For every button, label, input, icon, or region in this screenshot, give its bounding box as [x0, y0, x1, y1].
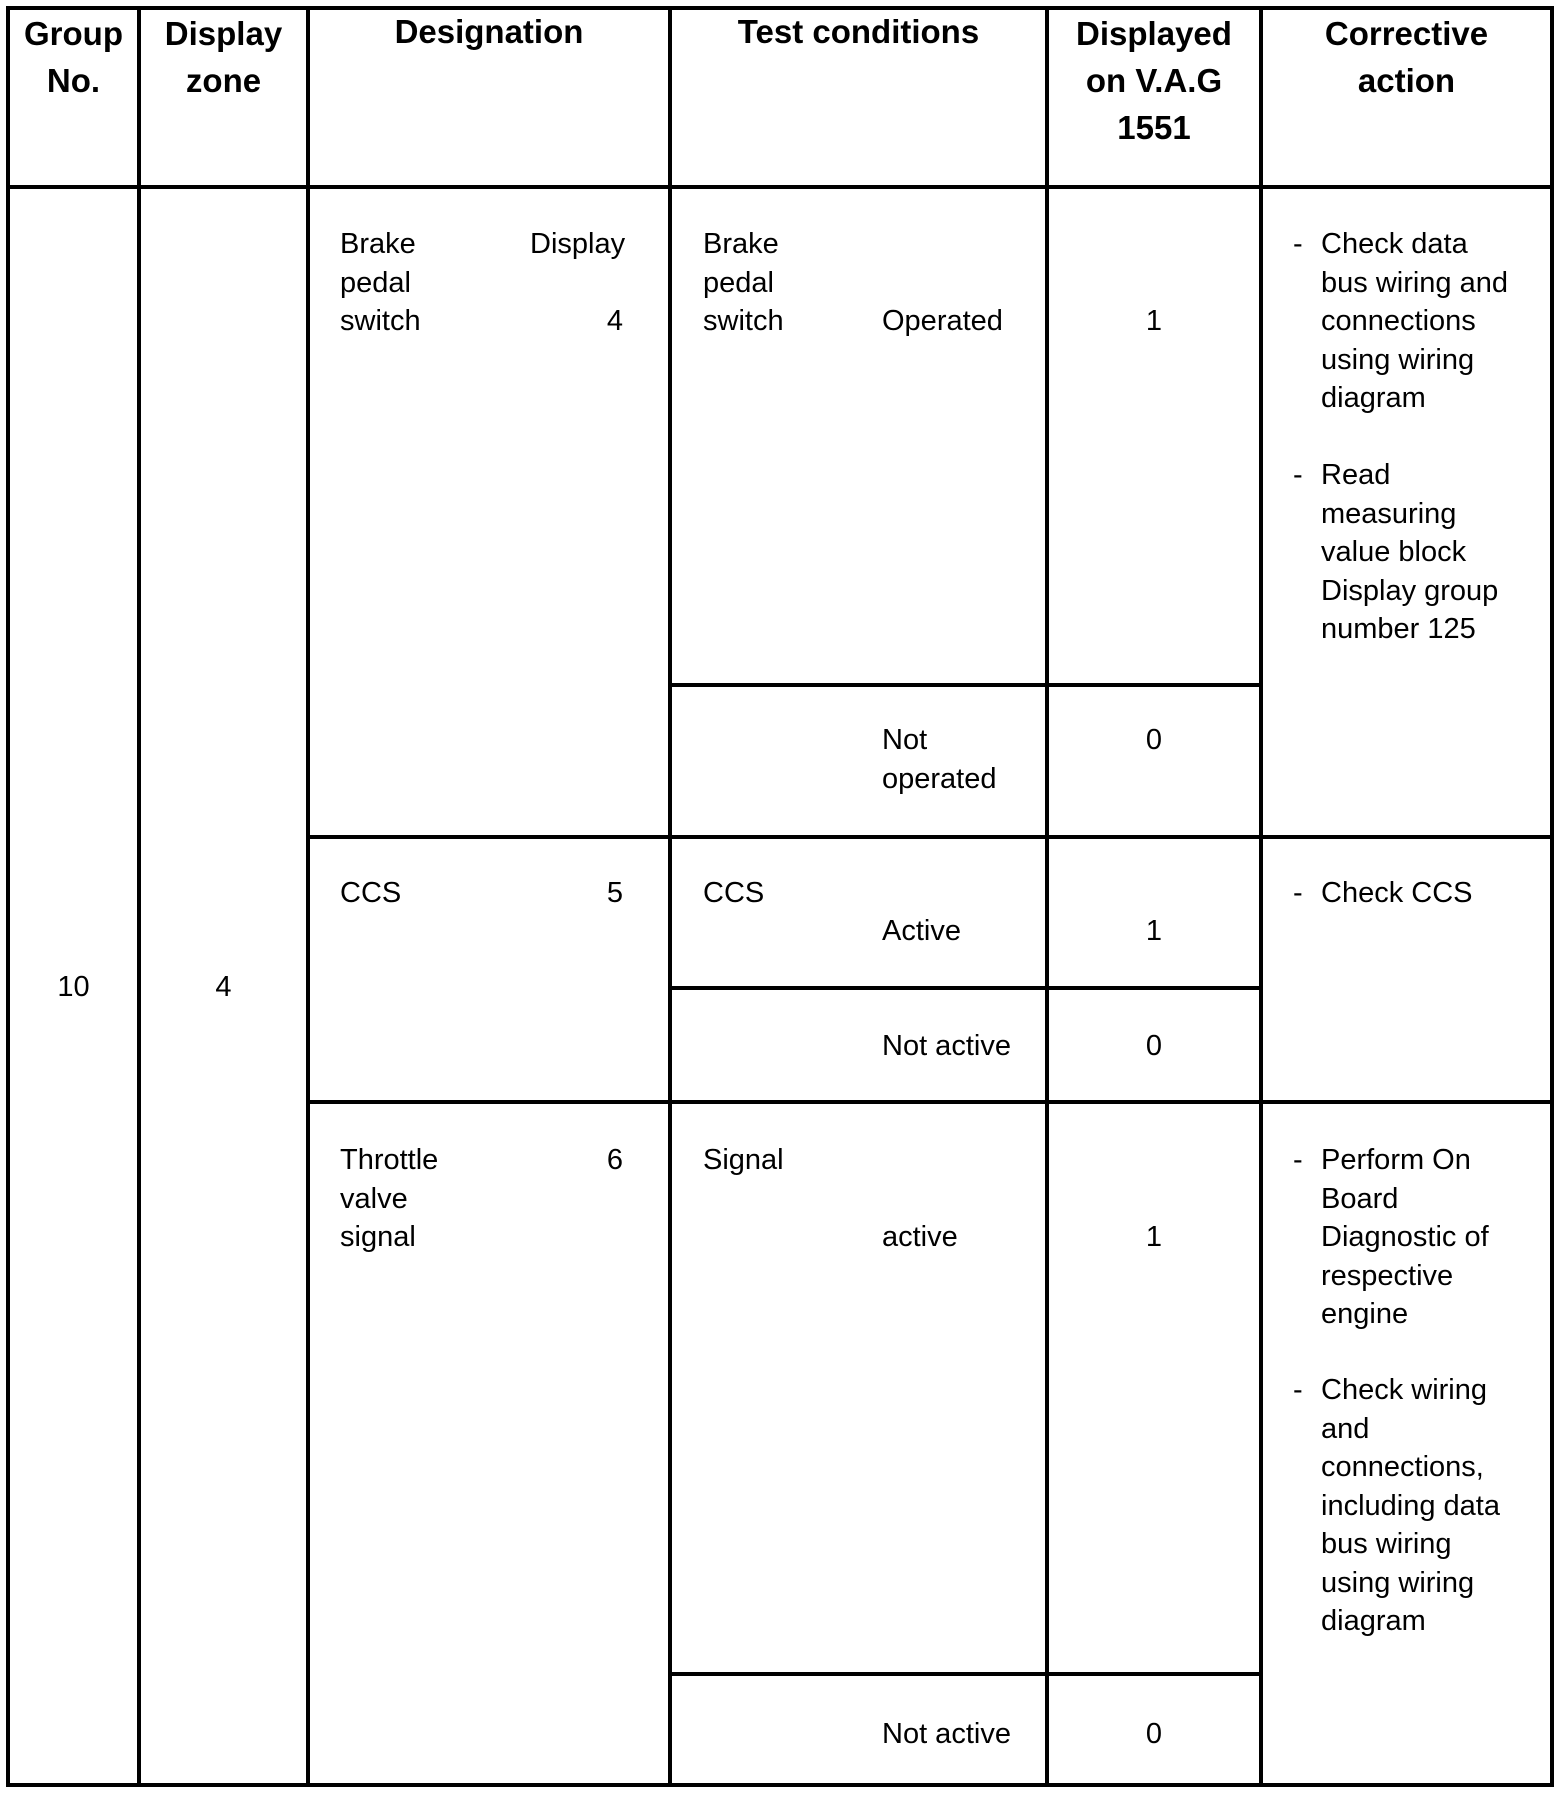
brake-state-not-operated: Not operated — [882, 724, 997, 795]
ccs-value-active: 1 — [1145, 915, 1163, 947]
brake-display-value: 4 — [606, 305, 623, 337]
brake-condition-name: Brake pedal switch — [703, 228, 784, 337]
header-displayed-on: Displayed on V.A.G 1551 — [1076, 15, 1232, 146]
throttle-condition-name: Signal — [703, 1144, 784, 1176]
ccs-condition-name: CCS — [703, 877, 765, 909]
header-display-zone: Display zone — [164, 15, 283, 99]
throttle-designation: Throttle valve signal — [340, 1144, 439, 1253]
display-zone-value: 4 — [215, 971, 232, 1003]
throttle-state-not-active: Not active — [882, 1718, 1011, 1750]
throttle-display-value: 6 — [606, 1144, 623, 1176]
rule-left — [6, 6, 10, 1787]
throttle-value-active: 1 — [1145, 1221, 1163, 1253]
brake-designation: Brake pedal switch — [340, 228, 421, 337]
rule-col-5 — [1259, 6, 1263, 1787]
bullet-dash: - — [1293, 228, 1303, 260]
rule-col-3 — [668, 6, 672, 1787]
throttle-value-not-active: 0 — [1145, 1718, 1163, 1750]
bullet-dash: - — [1293, 1144, 1303, 1176]
brake-action-1-text: Check data bus wiring and connections using wiring diagram — [1321, 228, 1508, 414]
bullet-dash: - — [1293, 1374, 1303, 1406]
rule-brake-substate — [670, 683, 1262, 687]
brake-state-operated: Operated — [882, 305, 1003, 337]
header-group-no: Group No. — [24, 15, 123, 99]
brake-value-operated: 1 — [1145, 305, 1163, 337]
throttle-state-active: active — [882, 1221, 958, 1253]
brake-display-label: Display — [530, 228, 626, 260]
header-designation: Designation — [394, 13, 584, 50]
group-no-value: 10 — [57, 971, 90, 1003]
rule-brake-bottom — [308, 835, 1554, 839]
rule-col-1 — [137, 6, 141, 1787]
ccs-state-active: Active — [882, 915, 961, 947]
rule-bottom — [6, 1783, 1554, 1787]
rule-throttle-substate — [670, 1672, 1262, 1676]
ccs-display-value: 5 — [606, 877, 623, 909]
rule-header-bottom — [6, 185, 1554, 189]
throttle-action-2-text: Check wiring and connections, including data bus wiring using wiring diagram — [1321, 1374, 1500, 1637]
brake-value-not-operated: 0 — [1145, 724, 1163, 756]
bullet-dash: - — [1293, 877, 1303, 909]
ccs-state-not-active: Not active — [882, 1030, 1011, 1062]
rule-ccs-substate — [670, 986, 1262, 990]
rule-col-2 — [306, 6, 310, 1787]
rule-right — [1550, 6, 1554, 1787]
ccs-action-1-text: Check CCS — [1321, 877, 1473, 909]
rule-col-4 — [1045, 6, 1049, 1787]
ccs-designation: CCS — [340, 877, 402, 909]
rule-ccs-bottom — [308, 1100, 1554, 1104]
bullet-dash: - — [1293, 459, 1303, 491]
header-corrective-action: Corrective action — [1324, 15, 1489, 99]
brake-action-2-text: Read measuring value block Display group number 125 — [1321, 459, 1499, 645]
ccs-value-not-active: 0 — [1145, 1030, 1163, 1062]
throttle-action-1-text: Perform On Board Diagnostic of respective engine — [1321, 1144, 1489, 1330]
header-test-conditions: Test conditions — [737, 13, 980, 50]
